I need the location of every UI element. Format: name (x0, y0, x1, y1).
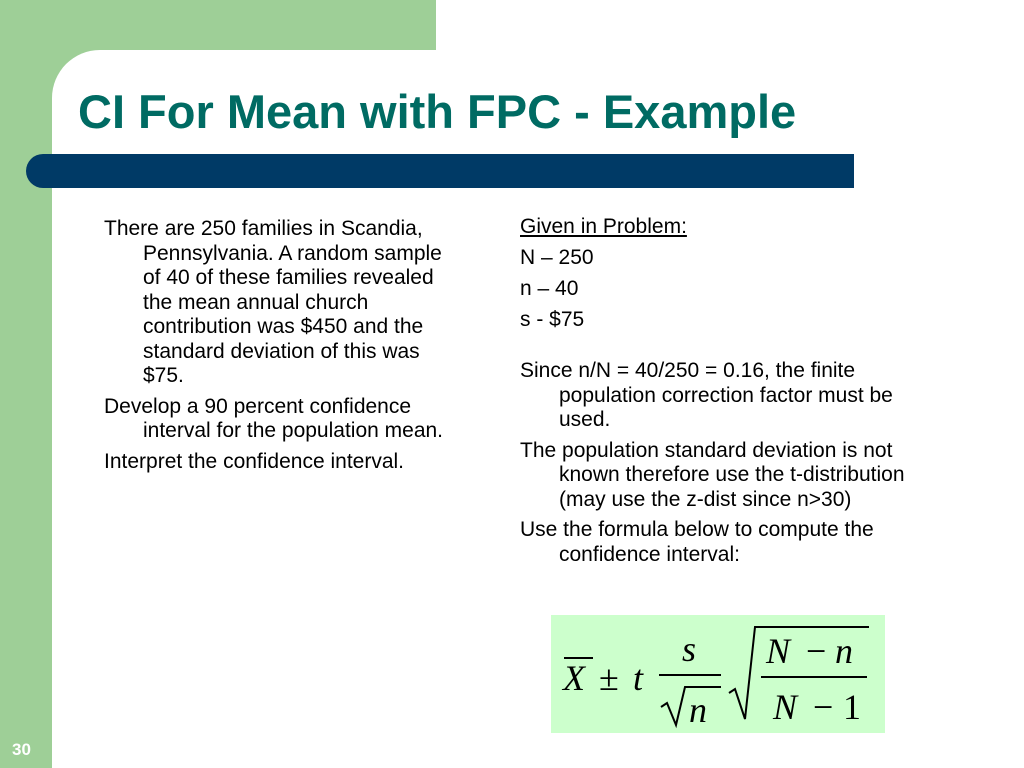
n-denominator: n (689, 690, 707, 730)
formula-instruction: Use the formula below to compute the confidence interval: (520, 518, 874, 566)
fpc-one-den: 1 (843, 687, 861, 727)
given-item-n: n – 40 (520, 277, 579, 300)
fpc-n-num: n (835, 631, 853, 671)
fpc-N-den: N (773, 687, 798, 727)
given-item-s: s - $75 (520, 308, 585, 331)
slide-number: 30 (12, 740, 31, 759)
xbar-symbol: X (563, 658, 585, 698)
task-paragraph: Develop a 90 percent confidence interval for the population mean. (104, 394, 444, 442)
solution-notes (520, 211, 950, 573)
s-numerator: s (682, 629, 697, 669)
fpc-N-num: N (766, 631, 791, 671)
title-underline-bar (26, 154, 854, 188)
ci-formula (551, 615, 885, 733)
interpret-paragraph: Interpret the confidence interval. (104, 449, 405, 473)
fpc-paragraph: Since n/N = 40/250 = 0.16, the finite population correction factor must be used. (520, 359, 893, 431)
t-symbol: t (633, 658, 644, 698)
problem-paragraph: There are 250 families in Scandia, Pennsylvania. A random sample of 40 of these families revealed the mean annual church contribution was $450 and the standard deviation of this was $75. (104, 217, 442, 387)
formula-box (551, 615, 885, 733)
top-band (436, 0, 1024, 50)
fpc-minus-den: − (813, 687, 834, 727)
fpc-minus-num: − (806, 631, 827, 671)
plus-minus-symbol: ± (599, 658, 619, 698)
problem-statement (104, 217, 454, 480)
slide-title: CI For Mean with FPC - Example (78, 85, 797, 138)
given-item-N: N – 250 (520, 246, 594, 269)
t-distribution-paragraph: The population standard deviation is not known therefore use the t-distribution (may use the z-dist since n>30) (520, 438, 905, 511)
given-heading: Given in Problem: (520, 215, 687, 238)
